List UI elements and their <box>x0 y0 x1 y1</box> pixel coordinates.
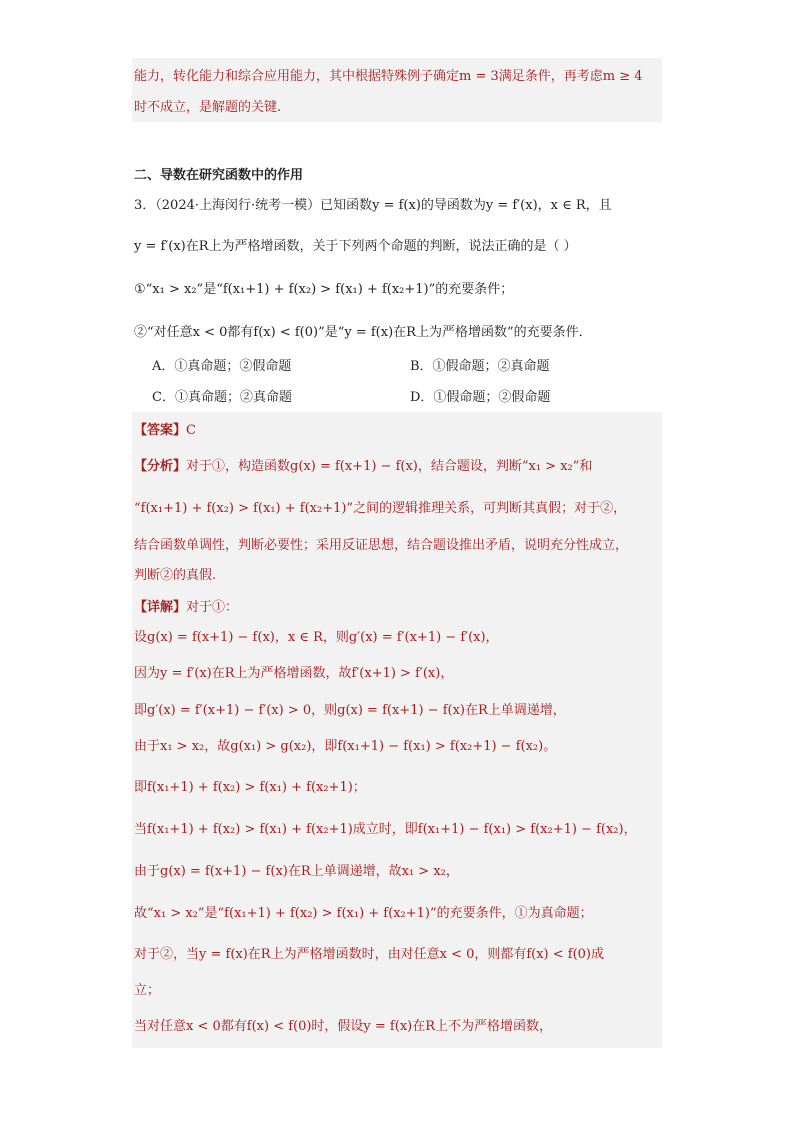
detail-line-10: 立； <box>134 983 161 998</box>
detail-line-4: 由于x₁ > x₂，故g(x₁) > g(x₂)，即f(x₁+1) − f(x₁) > f(x₂+1) − f(x₂)。 <box>134 739 557 754</box>
detail-line-1: 设g(x) = f(x+1) − f(x)，x ∈ R，则g′(x) = f′(x+1) − f′(x)， <box>134 630 499 645</box>
answer-value: C <box>186 423 196 438</box>
question-line-2: y = f′(x)在R上为严格增函数，关于下列两个命题的判断，说法正确的是（ ） <box>134 239 577 254</box>
detail-line-2: 因为y = f′(x)在R上为严格增函数，故f′(x+1) > f′(x)， <box>134 666 454 681</box>
question-line-1: 3．（2024·上海闵行·统考一模）已知函数y = f(x)的导函数为y = f′(x)，x ∈ R，且 <box>134 198 612 213</box>
option-c[interactable]: C．①真命题；②真命题 <box>152 390 292 405</box>
analysis-line-4: 判断②的真假. <box>134 568 217 583</box>
detail-line-3: 即g′(x) = f′(x+1) − f′(x) > 0，则g(x) = f(x+1) − f(x)在R上单调递增， <box>134 703 566 718</box>
answer-label: 【答案】 <box>134 423 187 438</box>
note-line-2: 时不成立，是解题的关键. <box>134 100 282 115</box>
option-b[interactable]: B．①假命题；②真命题 <box>410 359 550 374</box>
detail-label: 【详解】 <box>134 600 187 615</box>
detail-line-7: 由于g(x) = f(x+1) − f(x)在R上单调递增，故x₁ > x₂， <box>134 864 459 879</box>
analysis-text-1: 对于①，构造函数g(x) = f(x+1) − f(x)，结合题设，判断“x₁ > x₂”和 <box>186 459 593 474</box>
answer-line <box>134 421 196 441</box>
detail-line-5: 即f(x₁+1) + f(x₂) > f(x₁) + f(x₂+1)； <box>134 780 366 795</box>
detail-line-8: 故“x₁ > x₂”是“f(x₁+1) + f(x₂) > f(x₁) + f(x₂+1)”的充要条件，①为真命题； <box>134 906 593 921</box>
analysis-label: 【分析】 <box>134 459 187 474</box>
option-a[interactable]: A．①真命题；②假命题 <box>152 359 292 374</box>
detail-line-0 <box>134 598 238 618</box>
statement-2: ②“对任意x < 0都有f(x) < f(0)”是“y = f(x)在R上为严格增函数”的充要条件． <box>134 325 592 340</box>
analysis-line-2: “f(x₁+1) + f(x₂) > f(x₁) + f(x₂+1)”之间的逻辑推理关系，可判断其真假；对于②， <box>134 501 627 516</box>
option-d[interactable]: D．①假命题；②假命题 <box>410 390 551 405</box>
analysis-line-3: 结合函数单调性，判断必要性；采用反证思想，结合题设推出矛盾，说明充分性成立， <box>134 538 629 553</box>
detail-line-11: 当对任意x < 0都有f(x) < f(0)时，假设y = f(x)在R上不为严格增函数， <box>134 1019 553 1034</box>
statement-1: ①“x₁ > x₂”是“f(x₁+1) + f(x₂) > f(x₁) + f(x₂+1)”的充要条件； <box>134 282 514 297</box>
section-title: 二、导数在研究函数中的作用 <box>134 168 304 183</box>
detail-line-9: 对于②，当y = f(x)在R上为严格增函数时，由对任意x < 0，则都有f(x) < f(0)成 <box>134 947 605 962</box>
note-line-1: 能力，转化能力和综合应用能力，其中根据特殊例子确定m = 3满足条件，再考虑m ≥ 4 <box>134 69 643 84</box>
detail-text-0: 对于①： <box>186 600 239 615</box>
analysis-line-1 <box>134 457 592 477</box>
detail-line-6: 当f(x₁+1) + f(x₂) > f(x₁) + f(x₂+1)成立时，即f(x₁+1) − f(x₁) > f(x₂+1) − f(x₂)， <box>134 822 637 837</box>
